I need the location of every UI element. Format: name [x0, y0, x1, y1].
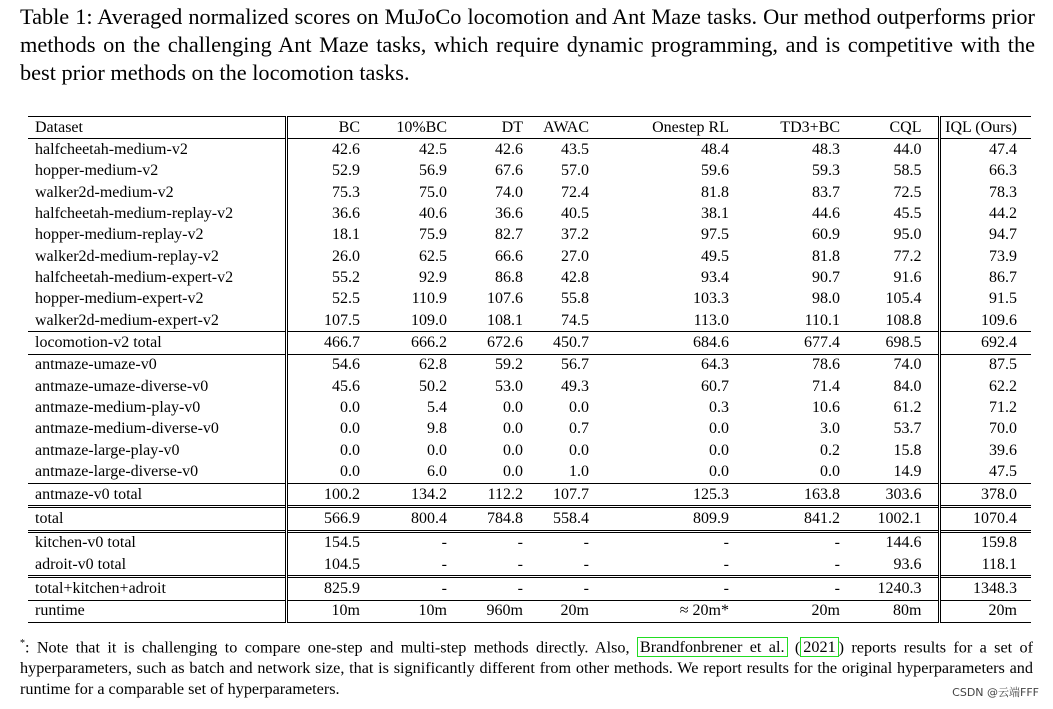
score-cell: 82.7	[495, 226, 523, 244]
score-cell: 0.0	[569, 441, 589, 459]
column-header-onestep-rl: Onestep RL	[619, 117, 749, 139]
column-header-td3bc: TD3+BC	[749, 117, 854, 139]
results-table	[28, 116, 1031, 623]
citation-year-link[interactable]: 2021	[800, 637, 838, 657]
score-cell: 48.4	[701, 141, 729, 159]
score-cell: 0.0	[503, 420, 523, 438]
table-row	[28, 225, 1031, 246]
score-cell: 62.8	[371, 354, 459, 376]
score-cell: 43.5	[561, 141, 589, 159]
score-cell: -	[749, 531, 854, 554]
score-cell: 56.9	[419, 162, 447, 180]
footnote	[20, 633, 1033, 700]
score-cell: 110.9	[411, 290, 447, 308]
score-cell: 55.8	[561, 290, 589, 308]
score-cell: 125.3	[619, 483, 749, 506]
score-cell: 47.5	[939, 462, 1031, 484]
score-cell: 42.8	[561, 269, 589, 287]
score-cell: 100.2	[286, 483, 371, 506]
score-cell: 44.0	[893, 141, 922, 159]
score-cell: 44.6	[812, 205, 840, 223]
row-label: antmaze-medium-play-v0	[35, 399, 201, 417]
table-row	[28, 289, 1031, 310]
footnote-star: *	[20, 638, 25, 649]
score-cell: 93.4	[701, 269, 729, 287]
score-cell: 45.6	[286, 376, 371, 397]
row-label: antmaze-umaze-v0	[28, 354, 286, 376]
row-label: kitchen-v0 total	[28, 531, 286, 554]
score-cell: 81.8	[812, 247, 840, 265]
score-cell: 97.5	[701, 226, 729, 244]
score-cell: 107.7	[537, 483, 619, 506]
score-cell: 108.1	[487, 311, 523, 329]
score-cell: 66.6	[495, 247, 523, 265]
score-cell: -	[619, 531, 749, 554]
table-row	[28, 554, 1031, 577]
score-cell: 71.2	[939, 397, 1031, 418]
score-cell: 42.5	[419, 141, 447, 159]
footnote-text-after: reports results for a set of hyperparameters, such as batch and network size, that is significantly different from other methods. We report results for the original hyperparameters and runtime for a comparable set of hyperparameters.	[20, 638, 1033, 699]
score-cell: 698.5	[854, 332, 939, 354]
score-cell: -	[441, 555, 447, 573]
score-cell: 0.0	[503, 441, 523, 459]
watermark: CSDN @云端FFF	[952, 686, 1039, 699]
score-cell: 0.0	[286, 397, 371, 418]
score-cell: 91.5	[939, 289, 1031, 310]
score-cell: 86.7	[939, 267, 1031, 288]
row-label: hopper-medium-replay-v2	[35, 226, 204, 244]
score-cell: 84.0	[893, 377, 922, 395]
column-header-dataset: Dataset	[28, 117, 286, 139]
footnote-text-before: : Note that it is challenging to compare one-step and multi-step methods directly. Also,	[25, 638, 637, 657]
score-cell: 15.8	[893, 441, 922, 459]
score-cell: 78.3	[939, 182, 1031, 203]
row-label: halfcheetah-medium-expert-v2	[35, 269, 234, 287]
score-cell: 450.7	[537, 332, 619, 354]
score-cell: 566.9	[286, 507, 371, 531]
score-cell: 0.7	[569, 420, 589, 438]
column-header-dt: DT	[459, 117, 537, 139]
score-cell: 75.0	[419, 183, 447, 201]
score-cell: 0.3	[709, 399, 729, 417]
score-cell: 1002.1	[854, 507, 939, 531]
score-cell: 677.4	[749, 332, 854, 354]
score-cell: 825.9	[286, 577, 371, 600]
score-cell: 75.9	[419, 226, 447, 244]
score-cell: 98.0	[812, 290, 840, 308]
score-cell: 10.6	[812, 399, 840, 417]
table-row	[28, 531, 1031, 554]
score-cell: 45.5	[893, 205, 922, 223]
score-cell: 52.5	[286, 289, 371, 310]
score-cell: 93.6	[893, 555, 922, 573]
score-cell: 9.8	[427, 420, 447, 438]
score-cell: 0.0	[286, 462, 371, 484]
table-row	[28, 397, 1031, 418]
score-cell: 55.2	[286, 267, 371, 288]
table-row	[28, 462, 1031, 484]
score-cell: 109.0	[411, 311, 447, 329]
score-cell: -	[371, 531, 459, 554]
score-cell: 107.5	[286, 310, 371, 332]
score-cell: -	[459, 577, 537, 600]
score-cell: 107.6	[487, 290, 523, 308]
row-label: walker2d-medium-replay-v2	[35, 247, 219, 265]
column-header-bc: BC	[286, 117, 371, 139]
score-cell: 78.6	[749, 354, 854, 376]
score-cell: 49.5	[701, 247, 729, 265]
score-cell: 40.5	[561, 205, 589, 223]
score-cell: 378.0	[939, 483, 1031, 506]
score-cell: 87.5	[939, 354, 1031, 376]
score-cell: 0.0	[709, 420, 729, 438]
score-cell: 104.5	[286, 554, 371, 577]
table-row	[28, 600, 1031, 622]
score-cell: -	[583, 555, 589, 573]
score-cell: 105.4	[885, 290, 922, 308]
column-header-cql: CQL	[854, 117, 939, 139]
citation-author-link[interactable]: Brandfonbrener et al.	[637, 637, 788, 657]
score-cell: 1.0	[569, 463, 589, 481]
score-cell: 59.2	[459, 354, 537, 376]
score-cell: 303.6	[854, 483, 939, 506]
score-cell: 91.6	[893, 269, 922, 287]
score-cell: 809.9	[619, 507, 749, 531]
score-cell: 144.6	[854, 531, 939, 554]
score-cell: 74.5	[561, 311, 589, 329]
score-cell: 0.0	[286, 419, 371, 440]
row-label: walker2d-medium-expert-v2	[35, 311, 219, 329]
score-cell: 60.7	[701, 377, 729, 395]
score-cell: 118.1	[939, 554, 1031, 577]
score-cell: 72.5	[893, 183, 922, 201]
score-cell: 94.7	[939, 225, 1031, 246]
row-label: antmaze-medium-diverse-v0	[35, 420, 219, 438]
row-label: runtime	[28, 600, 286, 622]
score-cell: 92.9	[419, 269, 447, 287]
score-cell: -	[537, 531, 619, 554]
score-cell: 48.3	[812, 141, 840, 159]
table-row	[28, 246, 1031, 267]
score-cell: 53.0	[495, 377, 523, 395]
score-cell: 74.0	[495, 183, 523, 201]
score-cell: 0.0	[820, 463, 840, 481]
score-cell: 59.6	[701, 162, 729, 180]
score-cell: 692.4	[939, 332, 1031, 354]
table-body	[28, 139, 1031, 623]
score-cell: 841.2	[749, 507, 854, 531]
score-cell: 74.0	[854, 354, 939, 376]
table-row	[28, 483, 1031, 506]
table-row	[28, 161, 1031, 182]
score-cell: 0.0	[709, 463, 729, 481]
score-cell: 36.6	[495, 205, 523, 223]
score-cell: 71.4	[812, 377, 840, 395]
score-cell: 60.9	[812, 226, 840, 244]
score-cell: 42.6	[286, 139, 371, 161]
score-cell: 672.6	[459, 332, 537, 354]
table-row	[28, 310, 1031, 332]
score-cell: 1348.3	[939, 577, 1031, 600]
score-cell: 57.0	[561, 162, 589, 180]
score-cell: 20m	[749, 600, 854, 622]
score-cell: -	[371, 577, 459, 600]
row-label: halfcheetah-medium-v2	[35, 141, 188, 159]
score-cell: 110.1	[804, 311, 840, 329]
score-cell: 66.3	[939, 161, 1031, 182]
score-cell: 39.6	[939, 440, 1031, 461]
score-cell: 47.4	[939, 139, 1031, 161]
score-cell: 70.0	[939, 419, 1031, 440]
row-label: hopper-medium-v2	[35, 162, 159, 180]
score-cell: 49.3	[561, 377, 589, 395]
score-cell: 38.1	[701, 205, 729, 223]
citation-paren-open: (	[787, 638, 801, 657]
score-cell: 20m	[537, 600, 619, 622]
score-cell: 159.8	[939, 531, 1031, 554]
score-cell: 784.8	[459, 507, 537, 531]
score-cell: 0.0	[286, 440, 371, 461]
table-row	[28, 332, 1031, 354]
score-cell: 109.6	[939, 310, 1031, 332]
row-label: antmaze-large-diverse-v0	[35, 463, 199, 481]
score-cell: -	[537, 577, 619, 600]
table-row	[28, 203, 1031, 224]
score-cell: 10m	[286, 600, 371, 622]
score-cell: 5.4	[427, 399, 447, 417]
score-cell: 18.1	[286, 225, 371, 246]
score-cell: -	[459, 531, 537, 554]
score-cell: 61.2	[893, 399, 922, 417]
score-cell: 14.9	[893, 463, 922, 481]
row-label: hopper-medium-expert-v2	[35, 290, 204, 308]
row-label: antmaze-v0 total	[28, 483, 286, 506]
score-cell: 10m	[371, 600, 459, 622]
score-cell: 54.6	[286, 354, 371, 376]
score-cell: 83.7	[812, 183, 840, 201]
score-cell: -	[723, 555, 729, 573]
score-cell: 0.0	[569, 399, 589, 417]
score-cell: 37.2	[561, 226, 589, 244]
score-cell: 108.8	[885, 311, 922, 329]
row-label: adroit-v0 total	[35, 555, 127, 573]
score-cell: 44.2	[939, 203, 1031, 224]
score-cell: 154.5	[286, 531, 371, 554]
score-cell: 0.0	[503, 463, 523, 481]
row-label: locomotion-v2 total	[28, 332, 286, 354]
score-cell: 0.0	[427, 441, 447, 459]
row-label: antmaze-umaze-diverse-v0	[35, 377, 209, 395]
score-cell: 62.5	[419, 247, 447, 265]
score-cell: 40.6	[419, 205, 447, 223]
score-cell: 0.0	[503, 399, 523, 417]
score-cell: ≈ 20m*	[619, 600, 749, 622]
score-cell: 113.0	[693, 311, 729, 329]
score-cell: 20m	[939, 600, 1031, 622]
row-label: total+kitchen+adroit	[28, 577, 286, 600]
row-label: halfcheetah-medium-replay-v2	[35, 205, 234, 223]
score-cell: 77.2	[893, 247, 922, 265]
score-cell: 558.4	[537, 507, 619, 531]
score-cell: -	[749, 577, 854, 600]
score-cell: 95.0	[893, 226, 922, 244]
score-cell: 103.3	[693, 290, 729, 308]
score-cell: 86.8	[495, 269, 523, 287]
table-row	[28, 267, 1031, 288]
score-cell: 1070.4	[939, 507, 1031, 531]
citation-paren-close: )	[838, 638, 845, 657]
score-cell: 960m	[459, 600, 537, 622]
score-cell: 112.2	[459, 483, 537, 506]
column-header-iql: IQL (Ours)	[939, 117, 1031, 139]
score-cell: 62.2	[939, 376, 1031, 397]
row-label: walker2d-medium-v2	[35, 183, 174, 201]
score-cell: 56.7	[537, 354, 619, 376]
score-cell: -	[619, 577, 749, 600]
score-cell: 64.3	[619, 354, 749, 376]
score-cell: 81.8	[701, 183, 729, 201]
table-row	[28, 577, 1031, 600]
score-cell: 67.6	[495, 162, 523, 180]
score-cell: 666.2	[371, 332, 459, 354]
score-cell: 0.0	[709, 441, 729, 459]
table-row	[28, 507, 1031, 531]
score-cell: 42.6	[495, 141, 523, 159]
score-cell: 134.2	[371, 483, 459, 506]
score-cell: 80m	[854, 600, 939, 622]
score-cell: 58.5	[893, 162, 922, 180]
score-cell: 72.4	[561, 183, 589, 201]
table-row	[28, 182, 1031, 203]
row-label: total	[28, 507, 286, 531]
table-row	[28, 419, 1031, 440]
score-cell: 26.0	[286, 246, 371, 267]
score-cell: 1240.3	[854, 577, 939, 600]
score-cell: 684.6	[619, 332, 749, 354]
table-row	[28, 139, 1031, 161]
header-row	[28, 117, 1031, 139]
score-cell: 52.9	[286, 161, 371, 182]
score-cell: -	[517, 555, 523, 573]
score-cell: 53.7	[893, 420, 922, 438]
column-header-10bc: 10%BC	[371, 117, 459, 139]
table-row	[28, 440, 1031, 461]
column-header-awac: AWAC	[537, 117, 619, 139]
score-cell: 27.0	[561, 247, 589, 265]
score-cell: 59.3	[812, 162, 840, 180]
score-cell: 466.7	[286, 332, 371, 354]
table-row	[28, 376, 1031, 397]
score-cell: 163.8	[749, 483, 854, 506]
row-label: antmaze-large-play-v0	[35, 441, 180, 459]
score-cell: 73.9	[939, 246, 1031, 267]
score-cell: 800.4	[371, 507, 459, 531]
score-cell: 36.6	[286, 203, 371, 224]
score-cell: 3.0	[820, 420, 840, 438]
score-cell: 0.2	[820, 441, 840, 459]
score-cell: 6.0	[427, 463, 447, 481]
table-caption: Table 1: Averaged normalized scores on MuJoCo locomotion and Ant Maze tasks. Our method outperforms prior methods on the challenging Ant Maze tasks, which require dynamic programming, and is competitive with the best prior methods on the locomotion tasks.	[20, 4, 1035, 85]
score-cell: -	[834, 555, 840, 573]
table-row	[28, 354, 1031, 376]
score-cell: 90.7	[812, 269, 840, 287]
score-cell: 50.2	[419, 377, 447, 395]
score-cell: 75.3	[286, 182, 371, 203]
